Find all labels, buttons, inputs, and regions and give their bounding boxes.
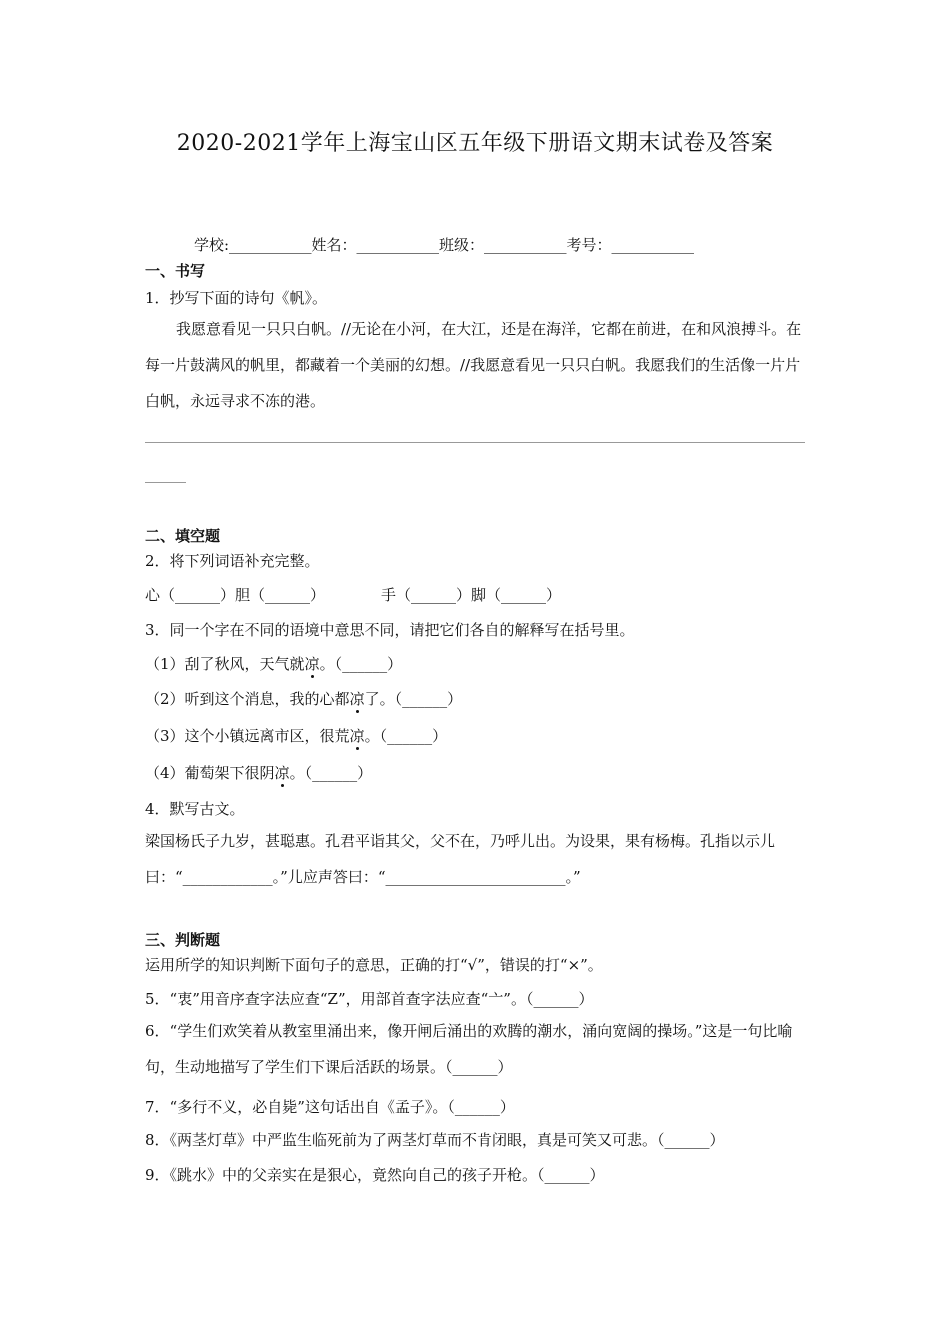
emphasis-char: 凉: [304, 655, 320, 673]
question-3: 3．同一个字在不同的语境中意思不同，请把它们各自的解释写在括号里。: [145, 621, 635, 639]
poem-text: 我愿意看见一只只白帆。//无论在小河，在大江，还是在海洋，它都在前进，在和风浪搏斗。在每一片鼓满风的帆里，都藏着一个美丽的幻想。//我愿意看见一只只白帆。我愿我们的生活像一片片白帆，永远寻求不冻的港。: [145, 320, 802, 410]
student-info-line: 学校:___________姓名：___________班级：___________考号：___________: [194, 236, 695, 254]
question-8: 8．《两茎灯草》中严监生临死前为了两茎灯草而不肯闭眼，真是可笑又可悲。（______）: [145, 1131, 725, 1149]
emphasis-char: 凉: [349, 690, 365, 708]
section-heading-writing: 一、书写: [145, 262, 206, 280]
question-6: 6．“学生们欢笑着从教室里涌出来，像开闸后涌出的欢腾的潮水，涌向宽阔的操场。”这是一句比喻句，生动地描写了学生们下课后活跃的场景。（______）: [145, 1022, 793, 1076]
question-9: 9．《跳水》中的父亲实在是狠心，竟然向自己的孩子开枪。（______）: [145, 1166, 605, 1184]
emphasis-char: 凉: [274, 764, 290, 782]
question-3-item: [145, 653, 402, 674]
item-text: （1）刮了秋风，天气就: [145, 655, 305, 673]
question-3-item: [145, 725, 447, 746]
item-text: （3）这个小镇远离市区，很荒: [145, 727, 350, 745]
item-blank: 。（______）: [364, 727, 448, 745]
item-blank: 。（______）: [319, 655, 403, 673]
item-blank: 。（______）: [289, 764, 373, 782]
question-2-blanks-b: 手（______）脚（______）: [381, 586, 562, 604]
question-3-item: [145, 688, 462, 709]
question-2-blanks-a: 心（______）胆（______）: [145, 586, 326, 604]
section-heading-true-false: 三、判断题: [145, 931, 221, 949]
answer-line-end: [145, 482, 186, 483]
item-blank: 了。（______）: [364, 690, 463, 708]
question-2: 2．将下列词语补充完整。: [145, 552, 320, 570]
answer-line: [145, 442, 805, 443]
item-text: （2）听到这个消息，我的心都: [145, 690, 350, 708]
emphasis-char: 凉: [349, 727, 365, 745]
question-4: 4．默写古文。: [145, 800, 245, 818]
question-3-item: [145, 762, 372, 783]
page-title: 2020-2021学年上海宝山区五年级下册语文期末试卷及答案: [176, 131, 774, 156]
section-3-intro: 运用所学的知识判断下面句子的意思，正确的打“√”，错误的打“×”。: [145, 956, 603, 974]
question-7: 7．“多行不义，必自毙”这句话出自《孟子》。（______）: [145, 1098, 515, 1116]
item-text: （4）葡萄架下很阴: [145, 764, 275, 782]
question-1: 1．抄写下面的诗句《帆》。: [145, 289, 328, 307]
section-heading-fill-blank: 二、填空题: [145, 527, 221, 545]
question-5: 5．“衷”用音序查字法应查“Z”，用部首查字法应查“亠”。（______）: [145, 990, 594, 1008]
question-4-text: 梁国杨氏子九岁，甚聪惠。孔君平诣其父，父不在，乃呼儿出。为设果，果有杨梅。孔指以示儿曰：“____________。”儿应声答曰：“________________________。”: [145, 832, 776, 886]
